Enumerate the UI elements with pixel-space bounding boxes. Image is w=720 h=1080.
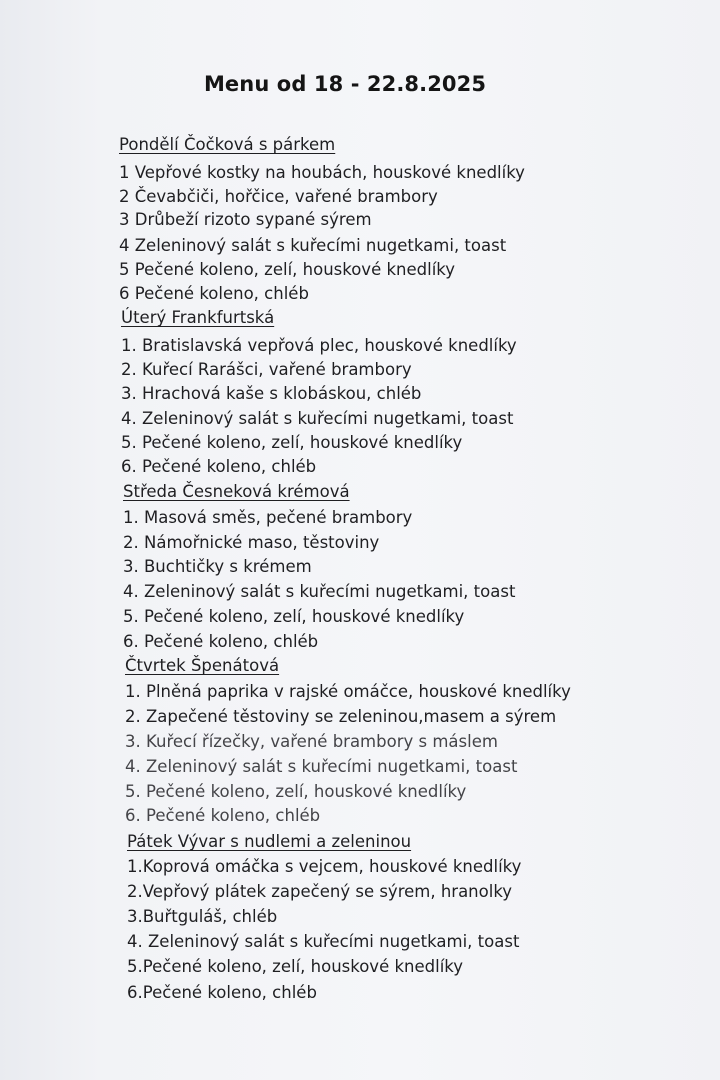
- menu-item: 5. Pečené koleno, zelí, houskové knedlíky: [123, 607, 465, 626]
- menu-item: 2. Kuřecí Rarášci, vařené brambory: [121, 360, 412, 379]
- menu-item: 5.Pečené koleno, zelí, houskové knedlíky: [127, 957, 464, 976]
- menu-item: 1 Vepřové kostky na houbách, houskové knedlíky: [119, 163, 525, 182]
- menu-item: 3. Buchtičky s krémem: [123, 557, 312, 576]
- menu-item: 3. Kuřecí řízečky, vařené brambory s máslem: [125, 732, 498, 751]
- menu-item: 4. Zeleninový salát s kuřecími nugetkami, toast: [125, 757, 518, 776]
- day-heading-friday: Pátek Vývar s nudlemi a zeleninou: [127, 832, 412, 851]
- menu-item: 4. Zeleninový salát s kuřecími nugetkami, toast: [127, 932, 520, 951]
- day-heading-wednesday: Středa Česneková krémová: [123, 482, 350, 501]
- menu-title: Menu od 18 - 22.8.2025: [203, 72, 487, 96]
- menu-item: 1. Bratislavská vepřová plec, houskové knedlíky: [121, 336, 517, 355]
- menu-item: 4. Zeleninový salát s kuřecími nugetkami, toast: [123, 582, 516, 601]
- menu-item: 2. Námořnické maso, těstoviny: [123, 533, 380, 552]
- menu-item: 6. Pečené koleno, chléb: [123, 632, 319, 651]
- day-heading-tuesday: Úterý Frankfurtská: [121, 308, 275, 327]
- menu-item: 2 Čevabčiči, hořčice, vařené brambory: [119, 187, 438, 206]
- day-heading-thursday: Čtvrtek Špenátová: [125, 656, 280, 675]
- menu-item: 1. Masová směs, pečené brambory: [123, 508, 413, 527]
- menu-item: 6 Pečené koleno, chléb: [119, 284, 309, 303]
- menu-item: 2. Zapečené těstoviny se zeleninou,masem a sýrem: [125, 707, 557, 726]
- menu-item: 3. Hrachová kaše s klobáskou, chléb: [121, 384, 422, 403]
- menu-item: 1.Koprová omáčka s vejcem, houskové knedlíky: [127, 857, 522, 876]
- menu-item: 3.Buřtguláš, chléb: [127, 907, 278, 926]
- menu-item: 4 Zeleninový salát s kuřecími nugetkami, toast: [119, 236, 507, 255]
- menu-item: 5. Pečené koleno, zelí, houskové knedlíky: [125, 782, 467, 801]
- menu-item: 6. Pečené koleno, chléb: [125, 806, 321, 825]
- menu-item: 3 Drůbeží rizoto sypané sýrem: [119, 210, 372, 229]
- menu-item: 2.Vepřový plátek zapečený se sýrem, hranolky: [127, 882, 513, 901]
- day-heading-monday: Pondělí Čočková s párkem: [119, 135, 336, 154]
- menu-item: 6. Pečené koleno, chléb: [121, 457, 317, 476]
- menu-item: 1. Plněná paprika v rajské omáčce, houskové knedlíky: [125, 682, 571, 701]
- menu-item: 5. Pečené koleno, zelí, houskové knedlíky: [121, 433, 463, 452]
- menu-item: 6.Pečené koleno, chléb: [127, 983, 317, 1002]
- menu-item: 4. Zeleninový salát s kuřecími nugetkami, toast: [121, 409, 514, 428]
- menu-item: 5 Pečené koleno, zelí, houskové knedlíky: [119, 260, 456, 279]
